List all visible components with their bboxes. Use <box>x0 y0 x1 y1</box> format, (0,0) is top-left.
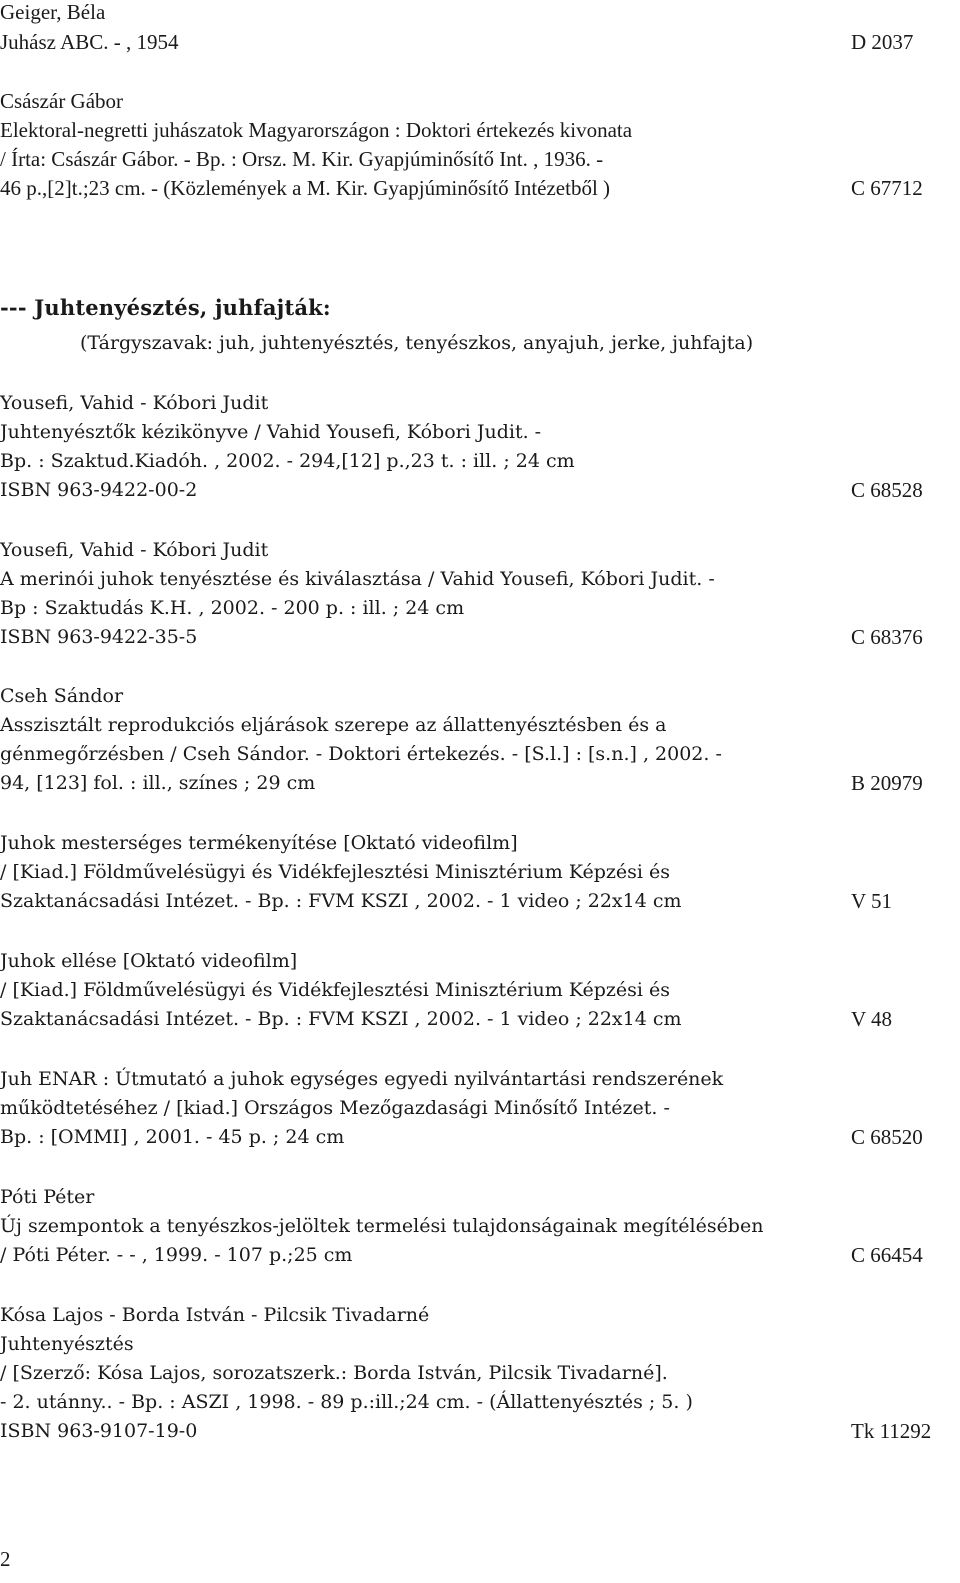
entry-title: Juh ENAR : Útmutató a juhok egységes egyedi nyilvántartási rendszerének <box>0 1068 724 1090</box>
call-number: C 68520 <box>851 1125 923 1149</box>
entry-line: ISBN 963-9107-19-0 <box>0 1420 198 1442</box>
section-heading: --- Juhtenyésztés, juhfajták: <box>0 295 331 320</box>
call-number: B 20979 <box>851 771 923 795</box>
call-number: V 48 <box>851 1007 893 1031</box>
call-number: D 2037 <box>851 30 914 54</box>
entry-line: Bp. : Szaktud.Kiadóh. , 2002. - 294,[12] p.,23 t. : ill. ; 24 cm <box>0 450 575 472</box>
entry-author: Geiger, Béla <box>0 0 106 24</box>
entry-line: Asszisztált reprodukciós eljárások szerepe az állattenyésztésben és a <box>0 714 667 736</box>
entry-line: génmegőrzésben / Cseh Sándor. - Doktori értekezés. - [S.l.] : [s.n.] , 2002. - <box>0 743 722 765</box>
entry-line: - 2. utánny.. - Bp. : ASZI , 1998. - 89 p.:ill.;24 cm. - (Állattenyésztés ; 5. ) <box>0 1391 693 1413</box>
entry-line: Bp : Szaktudás K.H. , 2002. - 200 p. : ill. ; 24 cm <box>0 597 465 619</box>
entry-line: / [Szerző: Kósa Lajos, sorozatszerk.: Borda István, Pilcsik Tivadarné]. <box>0 1362 668 1384</box>
entry-line: / [Kiad.] Földművelésügyi és Vidékfejlesztési Minisztérium Képzési és <box>0 861 671 883</box>
entry-line: 94, [123] fol. : ill., színes ; 29 cm <box>0 772 316 794</box>
entry-author: Kósa Lajos - Borda István - Pilcsik Tivadarné <box>0 1304 430 1326</box>
entry-line: / Írta: Császár Gábor. - Bp. : Orsz. M. Kir. Gyapjúminősítő Int. , 1936. - <box>0 147 604 171</box>
entry-line: Szaktanácsadási Intézet. - Bp. : FVM KSZI , 2002. - 1 video ; 22x14 cm <box>0 1008 682 1030</box>
entry-title: Juhok ellése [Oktató videofilm] <box>0 950 298 972</box>
entry-line: Juhtenyésztés <box>0 1333 134 1355</box>
call-number: C 68528 <box>851 478 923 502</box>
entry-author: Cseh Sándor <box>0 685 124 707</box>
entry-line: Juhtenyésztők kézikönyve / Vahid Yousefi, Kóbori Judit. - <box>0 421 542 443</box>
call-number: C 66454 <box>851 1243 923 1267</box>
entry-author: Póti Péter <box>0 1186 95 1208</box>
call-number: Tk 11292 <box>851 1419 932 1443</box>
entry-title: Juhok mesterséges termékenyítése [Oktató videofilm] <box>0 832 518 854</box>
entry-line: ISBN 963-9422-35-5 <box>0 626 198 648</box>
entry-line: ISBN 963-9422-00-2 <box>0 479 198 501</box>
page-number: 2 <box>0 1547 11 1571</box>
section-subheading: (Tárgyszavak: juh, juhtenyésztés, tenyészkos, anyajuh, jerke, juhfajta) <box>80 332 754 354</box>
entry-line: Bp. : [OMMI] , 2001. - 45 p. ; 24 cm <box>0 1126 345 1148</box>
entry-author: Yousefi, Vahid - Kóbori Judit <box>0 539 269 561</box>
entry-author: Császár Gábor <box>0 89 124 113</box>
entry-line: Új szempontok a tenyészkos-jelöltek termelési tulajdonságainak megítélésében <box>0 1215 764 1237</box>
entry-line: 46 p.,[2]t.;23 cm. - (Közlemények a M. Kir. Gyapjúminősítő Intézetből ) <box>0 176 611 200</box>
entry-author: Yousefi, Vahid - Kóbori Judit <box>0 392 269 414</box>
entry-line: Szaktanácsadási Intézet. - Bp. : FVM KSZI , 2002. - 1 video ; 22x14 cm <box>0 890 682 912</box>
entry-line: / [Kiad.] Földművelésügyi és Vidékfejlesztési Minisztérium Képzési és <box>0 979 671 1001</box>
entry-line: működtetéséhez / [kiad.] Országos Mezőgazdasági Minősítő Intézet. - <box>0 1097 670 1119</box>
call-number: C 68376 <box>851 625 923 649</box>
call-number: C 67712 <box>851 176 923 200</box>
entry-line: A merinói juhok tenyésztése és kiválasztása / Vahid Yousefi, Kóbori Judit. - <box>0 568 715 590</box>
entry-line: Elektoral-negretti juhászatok Magyarországon : Doktori értekezés kivonata <box>0 118 633 142</box>
entry-line: / Póti Péter. - - , 1999. - 107 p.;25 cm <box>0 1244 353 1266</box>
call-number: V 51 <box>851 889 893 913</box>
entry-line: Juhász ABC. - , 1954 <box>0 30 179 54</box>
